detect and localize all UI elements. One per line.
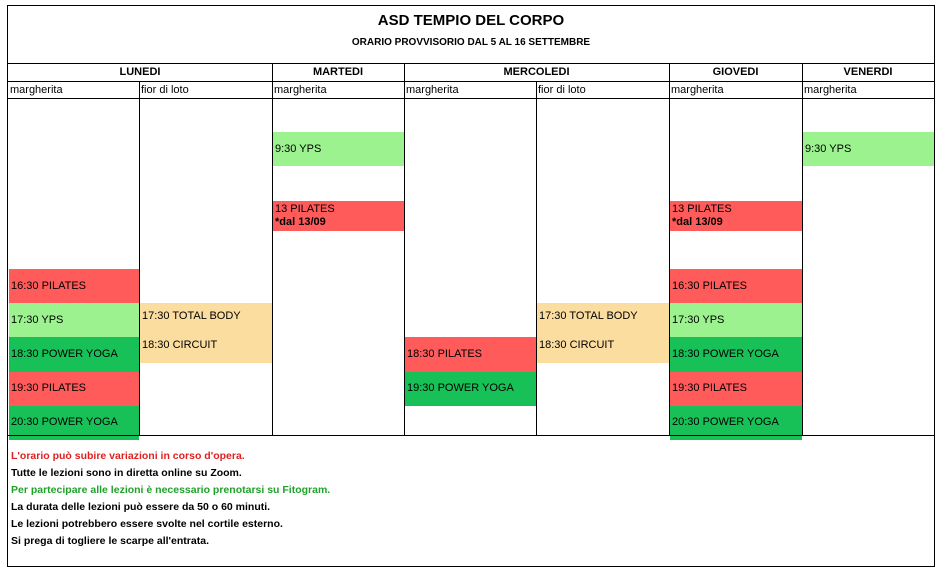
class-slot — [273, 201, 404, 232]
day-header: VENERDI — [843, 66, 893, 78]
note-line: La durata delle lezioni può essere da 50 o 60 minuti. — [11, 501, 271, 513]
slot-label: 17:30 YPS — [672, 313, 725, 326]
grid-line — [8, 98, 934, 99]
class-slot — [9, 269, 139, 303]
class-slot — [670, 269, 802, 303]
class-slot — [9, 372, 139, 406]
class-slot — [670, 372, 802, 406]
slot-label: 20:30 POWER YOGA — [11, 416, 118, 429]
slot-note: *dal 13/09 — [672, 215, 723, 228]
day-header: GIOVEDI — [712, 66, 759, 78]
class-slot — [537, 329, 669, 363]
class-slot — [405, 372, 536, 406]
page-subtitle: ORARIO PROVVISORIO DAL 5 AL 16 SETTEMBRE — [351, 37, 591, 48]
slot-label: 17:30 TOTAL BODY — [539, 309, 638, 322]
slot-label: 18:30 PILATES — [407, 347, 483, 360]
slot-note: *dal 13/09 — [275, 215, 326, 228]
class-slot — [9, 303, 139, 337]
slot-label: 19:30 PILATES — [672, 382, 748, 395]
class-slot — [140, 303, 272, 329]
slot-label: 20:30 POWER YOGA — [672, 416, 779, 429]
class-slot — [140, 329, 272, 363]
slot-label: 19:30 PILATES — [11, 382, 87, 395]
note-line: Le lezioni potrebbero essere svolte nel cortile esterno. — [11, 518, 283, 530]
slot-label: 13 PILATES — [672, 202, 732, 215]
slot-label: 18:30 CIRCUIT — [142, 339, 218, 352]
slot-label: 18:30 POWER YOGA — [11, 347, 118, 360]
grid-line — [272, 63, 273, 435]
instructor-label: fior di loto — [538, 84, 586, 96]
slot-label: 17:30 TOTAL BODY — [142, 309, 241, 322]
class-slot — [803, 132, 934, 166]
notes-list — [11, 448, 330, 550]
slot-label: 16:30 PILATES — [672, 279, 748, 292]
slot-label: 13 PILATES — [275, 202, 335, 215]
grid-line — [8, 435, 934, 436]
instructor-label: fior di loto — [141, 84, 189, 96]
day-header: MERCOLEDI — [503, 66, 570, 78]
class-slot — [405, 337, 536, 371]
note-line: Per partecipare alle lezioni è necessario prenotarsi su Fitogram. — [11, 484, 331, 496]
slot-label: 19:30 POWER YOGA — [407, 382, 514, 395]
class-slot — [537, 303, 669, 329]
slot-label: 18:30 POWER YOGA — [672, 347, 779, 360]
grid-line — [139, 81, 140, 435]
instructor-label: margherita — [406, 84, 459, 96]
grid-line — [802, 63, 803, 435]
grid-line — [669, 63, 670, 435]
note-line: Si prega di togliere le scarpe all'entrata. — [11, 535, 209, 547]
class-slot — [670, 303, 802, 337]
slot-label: 18:30 CIRCUIT — [539, 339, 615, 352]
class-slot — [273, 132, 404, 166]
day-header: MARTEDI — [312, 66, 364, 78]
note-line: Tutte le lezioni sono in diretta online su Zoom. — [11, 467, 242, 479]
grid-line — [404, 63, 405, 435]
note-line: L'orario può subire variazioni in corso d'opera. — [11, 450, 245, 462]
grid-line — [8, 63, 934, 64]
instructor-label: margherita — [804, 84, 857, 96]
instructor-label: margherita — [274, 84, 327, 96]
slot-label: 9:30 YPS — [275, 142, 322, 155]
class-slot — [670, 337, 802, 371]
slot-label: 9:30 YPS — [805, 142, 852, 155]
grid-line — [8, 81, 934, 82]
day-header: LUNEDI — [119, 66, 161, 78]
page-title: ASD TEMPIO DEL CORPO — [377, 12, 565, 29]
instructor-label: margherita — [671, 84, 724, 96]
instructor-label: margherita — [10, 84, 63, 96]
slot-label: 17:30 YPS — [11, 313, 64, 326]
slot-label: 16:30 PILATES — [11, 279, 87, 292]
class-slot — [670, 201, 802, 232]
class-slot — [9, 337, 139, 371]
grid-line — [536, 81, 537, 435]
schedule-sheet — [7, 5, 935, 567]
